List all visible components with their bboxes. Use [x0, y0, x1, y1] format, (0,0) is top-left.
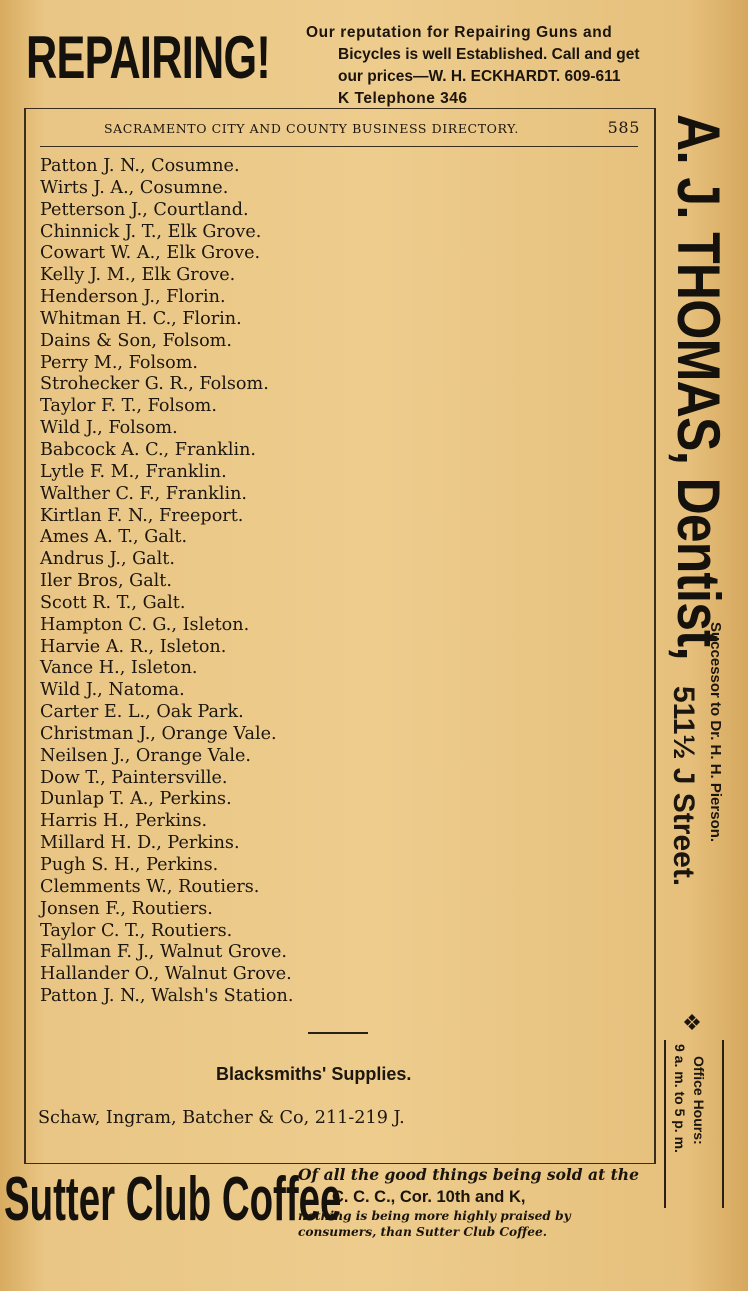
list-item: Ames A. T., Galt.	[40, 527, 188, 548]
list-item: Walther C. F., Franklin.	[40, 483, 248, 504]
top-ad-line: K Telephone 346	[338, 90, 468, 107]
list-item: Strohecker G. R., Folsom.	[40, 374, 269, 395]
list-item: Babcock A. C., Franklin.	[40, 439, 257, 460]
list-item: Wild J., Natoma.	[40, 680, 185, 701]
ornament-icon: ❖	[682, 1011, 702, 1036]
list-item: Wirts J. A., Cosumne.	[40, 177, 229, 198]
running-header	[104, 118, 644, 140]
list-item: Taylor F. T., Folsom.	[40, 396, 217, 417]
top-ad-line: Our reputation for Repairing Guns and	[306, 24, 613, 41]
list-item: Chinnick J. T., Elk Grove.	[40, 221, 262, 242]
list-item: Fallman F. J., Walnut Grove.	[40, 942, 287, 963]
list-item: Hampton C. G., Isleton.	[40, 614, 250, 635]
list-item: Harris H., Perkins.	[40, 811, 208, 832]
list-item: Patton J. N., Cosumne.	[40, 156, 240, 176]
section-title: Blacksmiths' Supplies.	[216, 1064, 412, 1084]
top-ad-title: REPAIRING!	[26, 24, 271, 91]
list-item: Andrus J., Galt.	[40, 549, 175, 570]
office-hours-label: Office Hours:	[691, 1056, 707, 1145]
list-item: Neilsen J., Orange Vale.	[40, 745, 252, 766]
list-item: Henderson J., Florin.	[40, 287, 226, 308]
list-item: Scott R. T., Galt.	[40, 592, 186, 613]
list-item: Whitman H. C., Florin.	[40, 308, 242, 329]
list-item: Carter E. L., Oak Park.	[40, 702, 244, 723]
list-item: Taylor C. T., Routiers.	[40, 920, 233, 941]
list-item: Iler Bros, Galt.	[40, 571, 172, 592]
list-item: Harvie A. R., Isleton.	[40, 636, 227, 657]
header-title: SACRAMENTO CITY AND COUNTY BUSINESS DIRECTORY.	[104, 121, 519, 136]
list-item: Jonsen F., Routiers.	[40, 898, 213, 919]
list-item: Vance H., Isleton.	[40, 658, 198, 679]
list-item: Hallander O., Walnut Grove.	[40, 964, 292, 985]
page-number: 585	[607, 118, 640, 137]
section-entry: Schaw, Ingram, Batcher & Co, 211-219 J.	[38, 1108, 405, 1128]
list-item: Kirtlan F. N., Freeport.	[40, 505, 244, 526]
top-ad-line: Bicycles is well Established. Call and get	[338, 46, 640, 63]
bottom-ad-line: nothing is being more highly praised by	[298, 1209, 571, 1223]
list-item: Cowart W. A., Elk Grove.	[40, 243, 261, 264]
list-item: Petterson J., Courtland.	[40, 199, 249, 220]
list-item: Dunlap T. A., Perkins.	[40, 789, 232, 810]
list-item: Pugh S. H., Perkins.	[40, 855, 219, 875]
bottom-ad-line: consumers, than Sutter Club Coffee.	[298, 1225, 547, 1239]
directory-list	[40, 156, 640, 1008]
bottom-ad-text	[298, 1164, 668, 1240]
list-item: Lytle F. M., Franklin.	[40, 461, 227, 482]
list-item: Wild J., Folsom.	[40, 418, 178, 439]
dentist-ad-address: 511½ J Street.	[667, 686, 700, 887]
list-item: Dow T., Paintersville.	[40, 767, 228, 788]
top-ad-line: our prices—W. H. ECKHARDT. 609-611	[338, 68, 621, 85]
section-divider	[308, 1032, 368, 1034]
list-item: Clemments W., Routiers.	[40, 876, 260, 897]
list-item: Christman J., Orange Vale.	[40, 723, 277, 744]
dentist-ad-successor: Successor to Dr. H. H. Pierson.	[707, 622, 724, 843]
list-item: Millard H. D., Perkins.	[40, 833, 240, 854]
dentist-ad-name-text: A. J. THOMAS, Dentist,	[665, 114, 732, 660]
bottom-ad-line: C. C. C., Cor. 10th and K,	[332, 1188, 526, 1206]
header-rule	[40, 146, 638, 147]
office-hours-time: 9 a. m. to 5 p. m.	[672, 1044, 688, 1153]
list-item: Dains & Son, Folsom.	[40, 330, 232, 351]
top-ad-text	[306, 22, 696, 110]
bottom-ad-line: Of all the good things being sold at the	[298, 1165, 639, 1184]
bottom-ad-title: Sutter Club Coffee	[4, 1165, 342, 1234]
list-item: Patton J. N., Walsh's Station.	[40, 986, 294, 1007]
list-item: Kelly J. M., Elk Grove.	[40, 265, 236, 286]
list-item: Perry M., Folsom.	[40, 352, 198, 373]
